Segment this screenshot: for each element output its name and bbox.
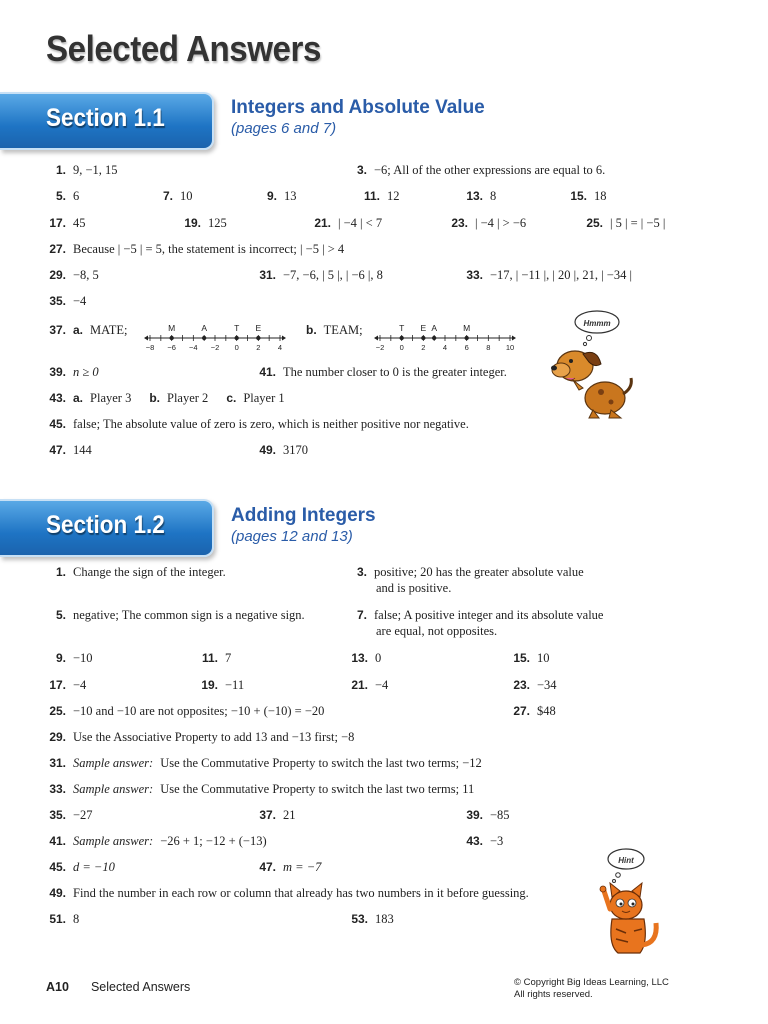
answer-1-1-37b: b. TEAM; <box>306 323 363 337</box>
team-line-tick-label: 0 <box>399 343 404 352</box>
team-line-tick-label: 10 <box>505 343 515 352</box>
answer-1-1-19: 19. 125 <box>184 216 227 230</box>
team-line-point <box>399 336 403 340</box>
answer-1-1-47: 47. 144 <box>49 443 92 457</box>
number-line-team <box>372 318 518 356</box>
section-1-2-heading <box>231 505 376 545</box>
answer-1-2-3-line2: and is positive. <box>376 581 452 595</box>
answer-1-2-17: 17. −4 <box>49 678 87 692</box>
answer-1-1-15: 15. 18 <box>570 189 607 203</box>
copyright-line: © Copyright Big Ideas Learning, LLC <box>514 977 669 988</box>
section-1-1-title: Integers and Absolute Value <box>231 97 485 118</box>
mate-line-point-label: M <box>168 323 176 333</box>
answer-1-2-11: 11. 7 <box>201 651 232 665</box>
answer-1-2-9: 9. −10 <box>55 651 93 665</box>
mate-line-tick-label: −2 <box>210 343 220 352</box>
answer-1-2-7: 7. false; A positive integer and its absolute value <box>356 608 604 622</box>
cat-thought-text: Hint <box>618 856 634 865</box>
answer-1-1-41: 41. The number closer to 0 is the greater integer. <box>259 365 507 379</box>
team-line-tick-label: −2 <box>375 343 385 352</box>
footer-label: Selected Answers <box>90 980 191 994</box>
answer-1-2-27: 27. $48 <box>513 704 556 718</box>
answer-1-1-33: 33. −17, | −11 |, | 20 |, 21, | −34 | <box>466 268 632 282</box>
mate-line-tick-label: 0 <box>234 343 239 352</box>
answer-1-2-43: 43. −3 <box>466 834 504 848</box>
team-line-tick-label: 6 <box>464 343 469 352</box>
team-line-point <box>464 336 468 340</box>
team-line-point <box>421 336 425 340</box>
team-line-arrow-left <box>374 336 378 341</box>
answer-1-2-45: 45. d = −10 <box>49 860 115 874</box>
mate-line-tick-label: 4 <box>277 343 283 352</box>
mate-line-point <box>169 336 173 340</box>
footer-left <box>46 980 190 994</box>
answer-1-1-21: 21. | −4 | < 7 <box>314 216 383 230</box>
mate-line-arrow-left <box>144 336 148 341</box>
answer-1-2-25: 25. −10 and −10 are not opposites; −10 + (−10) = −20 <box>49 704 325 718</box>
answer-1-1-11: 11. 12 <box>363 189 400 203</box>
dog-mascot-icon <box>545 306 635 421</box>
answer-1-1-39: 39. n ≥ 0 <box>49 365 99 379</box>
answer-1-2-51: 51. 8 <box>49 912 80 926</box>
answer-1-2-39: 39. −85 <box>466 808 510 822</box>
mate-line-tick-label: 2 <box>256 343 261 352</box>
team-line-point-label: M <box>463 323 471 333</box>
team-line-tick-label: 4 <box>442 343 448 352</box>
answer-1-1-49: 49. 3170 <box>259 443 308 457</box>
answer-1-1-13: 13. 8 <box>466 189 497 203</box>
dog-thought-text: Hmmm <box>583 319 611 328</box>
copyright <box>514 977 669 1001</box>
team-line-point-label: E <box>420 323 427 333</box>
answer-1-2-35: 35. −27 <box>49 808 93 822</box>
answer-1-2-49: 49. Find the number in each row or column that already has two numbers in it before guessing. <box>49 886 529 900</box>
team-line-arrow-right <box>512 336 516 341</box>
section-1-1-pages: (pages 6 and 7) <box>231 120 337 137</box>
number-line-mate <box>142 318 288 356</box>
mate-line-point <box>234 336 238 340</box>
mate-line-tick-label: −6 <box>167 343 176 352</box>
answer-1-2-33: 33. Sample answer: Use the Commutative Property to switch the last two terms; 11 <box>49 782 475 796</box>
section-1-2-title: Adding Integers <box>231 505 376 526</box>
team-line-point-label: T <box>399 323 405 333</box>
page-title: Selected Answers <box>46 28 321 69</box>
answer-1-1-31: 31. −7, −6, | 5 |, | −6 |, 8 <box>259 268 383 282</box>
page-number: A10 <box>46 980 69 994</box>
answer-1-2-7-line2: are equal, not opposites. <box>376 624 498 638</box>
answer-1-2-3: 3. positive; 20 has the greater absolute value <box>356 565 584 579</box>
answer-1-1-27: 27. Because | −5 | = 5, the statement is incorrect; | −5 | > 4 <box>49 242 345 256</box>
answer-1-1-43: 43. a. Player 3 b. Player 2 c. Player 1 <box>49 391 285 405</box>
answer-1-2-31: 31. Sample answer: Use the Commutative Property to switch the last two terms; −12 <box>49 756 482 770</box>
answer-1-2-13: 13. 0 <box>351 651 382 665</box>
team-line-point <box>432 336 436 340</box>
answer-1-1-25: 25. | 5 | = | −5 | <box>586 216 666 230</box>
team-line-tick-label: 8 <box>486 343 491 352</box>
mate-line-arrow-right <box>282 336 286 341</box>
answer-1-2-41: 41. Sample answer: −26 + 1; −12 + (−13) <box>49 834 267 848</box>
answer-1-1-7: 7. 10 <box>162 189 193 203</box>
answer-1-2-1: 1. Change the sign of the integer. <box>55 565 226 579</box>
answer-1-2-47: 47. m = −7 <box>259 860 322 874</box>
section-1-2-label: Section 1.2 <box>46 511 165 539</box>
answer-1-1-35: 35. −4 <box>49 294 87 308</box>
mate-line-tick-label: −4 <box>189 343 198 352</box>
section-1-2-banner <box>0 499 214 557</box>
answer-1-2-21: 21. −4 <box>351 678 389 692</box>
section-1-1-label: Section 1.1 <box>46 104 165 132</box>
answer-1-2-29: 29. Use the Associative Property to add 13 and −13 first; −8 <box>49 730 355 744</box>
answer-1-1-37: 37. a. MATE; <box>49 323 128 337</box>
team-line-tick-label: 2 <box>421 343 426 352</box>
answer-1-2-23: 23. −34 <box>513 678 557 692</box>
section-1-2-pages: (pages 12 and 13) <box>231 528 353 545</box>
answer-1-2-15: 15. 10 <box>513 651 550 665</box>
answer-1-1-1: 1. 9, −1, 15 <box>55 163 118 177</box>
answer-1-1-45: 45. false; The absolute value of zero is zero, which is neither positive nor negative. <box>49 417 469 431</box>
answer-1-1-17: 17. 45 <box>49 216 86 230</box>
mate-line-point <box>202 336 206 340</box>
cat-mascot-icon <box>592 845 662 960</box>
mate-line-point-label: A <box>201 323 208 333</box>
answer-1-1-23: 23. | −4 | > −6 <box>451 216 527 230</box>
mate-line-tick-label: −8 <box>145 343 155 352</box>
mate-line-point-label: E <box>255 323 262 333</box>
mate-line-point <box>256 336 260 340</box>
section-1-1-banner <box>0 92 214 150</box>
answer-1-2-19: 19. −11 <box>201 678 245 692</box>
answer-1-1-5: 5. 6 <box>55 189 80 203</box>
answer-1-1-29: 29. −8, 5 <box>49 268 99 282</box>
answer-1-2-5: 5. negative; The common sign is a negative sign. <box>55 608 305 622</box>
answer-1-2-53: 53. 183 <box>351 912 394 926</box>
answer-1-2-37: 37. 21 <box>259 808 296 822</box>
answer-1-1-3: 3. −6; All of the other expressions are equal to 6. <box>356 163 606 177</box>
section-1-1-heading <box>231 97 485 137</box>
team-line-point-label: A <box>431 323 438 333</box>
mate-line-point-label: T <box>234 323 240 333</box>
answer-1-1-9: 9. 13 <box>266 189 297 203</box>
rights-line: All rights reserved. <box>514 989 593 1000</box>
